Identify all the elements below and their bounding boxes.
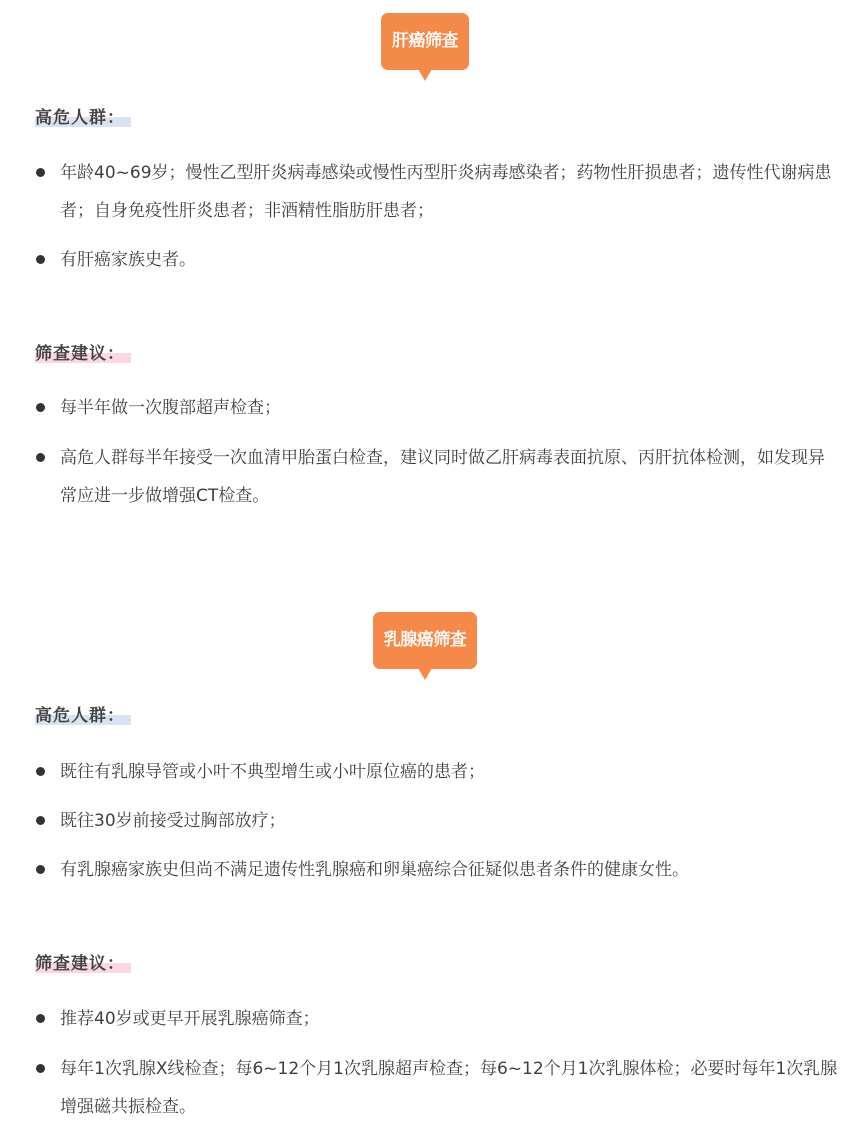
breast-risk-item-3: 有乳腺癌家族史但尚不满足遗传性乳腺癌和卵巢癌综合征疑似患者条件的健康女性。 (60, 860, 689, 880)
bullet-dot (36, 865, 45, 874)
liver-advice-item-2: 高危人群每半年接受一次血清甲胎蛋白检查，建议同时做乙肝病毒表面抗原、丙肝抗体检测，如发现异常应进一步做增强CT检查。 (60, 448, 825, 506)
bullet-dot (36, 816, 45, 825)
breast-risk-heading-text: 高危人群： (35, 706, 125, 726)
breast-risk-item-2: 既往30岁前接受过胸部放疗； (60, 811, 286, 831)
liver-section-badge (0, 13, 850, 70)
liver-risk-heading-text: 高危人群： (35, 108, 125, 128)
liver-risk-item-1: 年龄40~69岁；慢性乙型肝炎病毒感染或慢性丙型肝炎病毒感染者；药物性肝损患者；遗传性代谢病患者；自身免疫性肝炎患者；非酒精性脂肪肝患者； (60, 163, 832, 221)
breast-advice-item-2: 每年1次乳腺X线检查；每6~12个月1次乳腺超声检查；每6~12个月1次乳腺体检；必要时每年1次乳腺增强磁共振检查。 (60, 1059, 838, 1117)
list-item (60, 389, 840, 427)
breast-advice-heading (35, 949, 125, 973)
bullet-dot (36, 767, 45, 776)
list-item (60, 439, 840, 515)
bullet-dot (36, 1014, 45, 1023)
list-item (60, 154, 840, 230)
bullet-dot (36, 403, 45, 412)
breast-advice-heading-text: 筛查建议： (35, 954, 125, 974)
bullet-dot (36, 453, 45, 462)
bullet-dot (36, 255, 45, 264)
list-item (60, 753, 840, 791)
list-item (60, 1000, 840, 1038)
breast-section-badge (0, 612, 850, 669)
bullet-dot (36, 168, 45, 177)
liver-risk-heading (35, 103, 125, 127)
list-item (60, 802, 840, 840)
list-item (60, 1050, 840, 1126)
liver-advice-item-1: 每半年做一次腹部超声检查； (60, 398, 281, 418)
breast-risk-item-1: 既往有乳腺导管或小叶不典型增生或小叶原位癌的患者； (60, 762, 485, 782)
bullet-dot (36, 1064, 45, 1073)
liver-risk-item-2: 有肝癌家族史者。 (60, 250, 196, 270)
liver-advice-heading-text: 筛查建议： (35, 344, 125, 364)
breast-badge-label: 乳腺癌筛查 (373, 612, 478, 669)
liver-badge-label: 肝癌筛查 (381, 13, 469, 70)
breast-advice-item-1: 推荐40岁或更早开展乳腺癌筛查； (60, 1009, 320, 1029)
liver-advice-heading (35, 339, 125, 363)
list-item (60, 241, 840, 279)
breast-risk-heading (35, 701, 125, 725)
list-item (60, 851, 840, 889)
